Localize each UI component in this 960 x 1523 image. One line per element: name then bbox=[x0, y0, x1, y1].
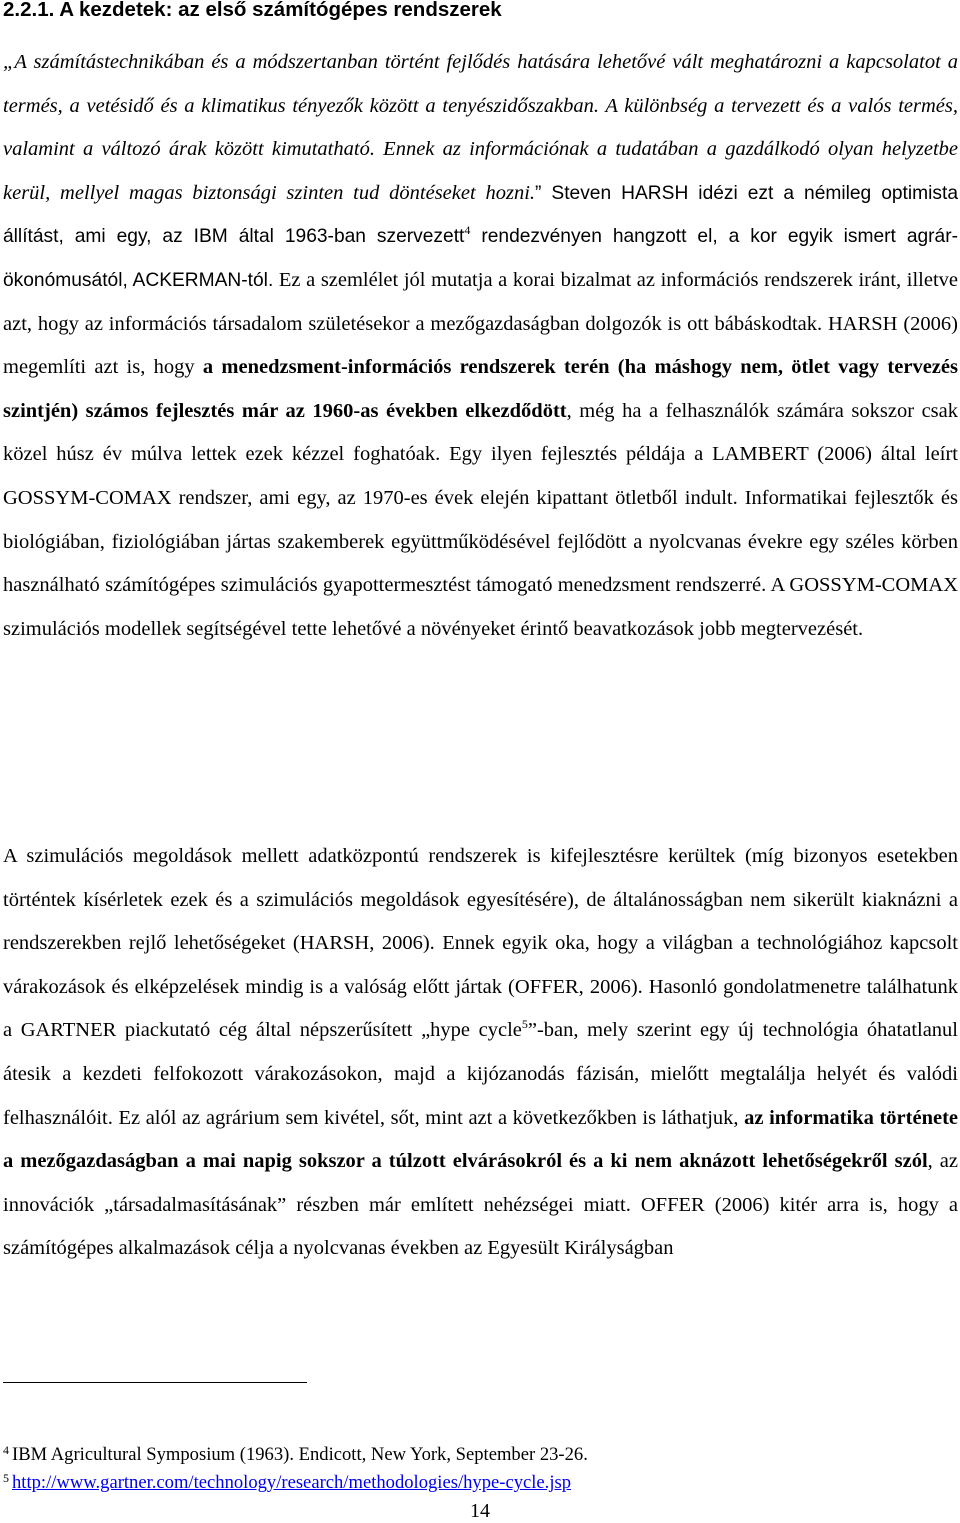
footnote-5 bbox=[3, 1471, 953, 1495]
paragraph-1-text-a: Ez a szemlélet jól mutatja a korai bizalmat az információs rendszerek iránt, illetve azt, hogy az információs társadalom születésekor a mezőgazdaságban dolgozók is ott bábáskodtak. HARSH (2006) megemlíti azt is, hogy bbox=[3, 268, 959, 379]
paragraph-2-text-b: ”-ban, mely szerint egy új technológia óhatatlanul átesik a kezdeti felfokozott várakozásokon, majd a kijózanodás fázisán, mielőtt megtalálja helyét és valódi felhasználóit. Ez alól az agrárium sem kivétel, sőt, mint azt a következőkben is láthatjuk, bbox=[3, 1019, 958, 1129]
paragraph-2-bold: az informatika története a mezőgazdaságban a mai napig sokszor a túlzott elvárásokról és a ki nem aknázott lehetőségekről szól bbox=[3, 1106, 958, 1173]
paragraph-2-text-c: , az innovációk „társadalmasításának” részben már említett nehézségei miatt. OFFER (2006) kitér arra is, hogy a számítógépes alkalmazások célja a nyolcvanas években az Egyesült Királyságban bbox=[3, 1150, 959, 1260]
footnote-4 bbox=[3, 1443, 953, 1467]
harsh-citation-text-2: rendezvényen hangzott el, a kor egyik ismert agrár-ökonómusától, ACKERMAN-tól. bbox=[3, 226, 958, 291]
footnote-5-number: 5 bbox=[3, 1471, 9, 1485]
paragraph-2 bbox=[3, 835, 958, 1271]
page-number: 14 bbox=[470, 1500, 490, 1522]
footnote-4-text: IBM Agricultural Symposium (1963). Endicott, New York, September 23-26. bbox=[12, 1444, 588, 1465]
harsh-citation-text: Steven HARSH idézi ezt a némileg optimista állítást, ami egy, az IBM által 1963-ban szervezett bbox=[3, 182, 958, 248]
footnote-ref-4[interactable]: 4 bbox=[464, 223, 471, 238]
quote-italic: „A számítástechnikában és a módszertanban történt fejlődés hatására lehetővé vált meghatározni a kapcsolatot a termés, a vetésidő és a klimatikus tényezők között a tenyészidőszakban. A különbség a tervezett és a valós termés, valamint a változó árak között kimutatható. Ennek az információnak a tudatában a gazdálkodó olyan helyzetbe kerül, mellyel magas biztonsági szinten tud döntéseket hozni. bbox=[3, 51, 958, 204]
paragraph-2-text-a: A szimulációs megoldások mellett adatközpontú rendszerek is kifejlesztésre kerültek (míg bizonyos esetekben történtek kísérletek ezek és a szimulációs megoldások egyesítésére), de általánosságban nem sikerült kiaknázni a rendszerekben rejlő lehetőségeket (HARSH, 2006). Ennek egyik oka, hogy a világban a technológiához kapcsolt várakozások és elképzelések mindig is a valóság előtt jártak (OFFER, 2006). Hasonló gondolatmenetre találhatunk a GARTNER piackutató cég által népszerűsített „hype cycle bbox=[3, 845, 958, 1042]
footnote-separator bbox=[3, 1382, 307, 1383]
footnote-ref-5[interactable]: 5 bbox=[521, 1017, 528, 1032]
section-heading: 2.2.1. A kezdetek: az első számítógépes rendszerek bbox=[3, 0, 502, 21]
quote-close: ” bbox=[535, 182, 542, 204]
paragraph-1-bold: a menedzsment-információs rendszerek terén (ha máshogy nem, ötlet vagy tervezés szintjén) számos fejlesztés már az 1960-as években elkezdődött bbox=[3, 356, 958, 422]
paragraph-1 bbox=[3, 41, 958, 651]
footnote-5-link[interactable]: http://www.gartner.com/technology/research/methodologies/hype-cycle.jsp bbox=[12, 1472, 572, 1493]
paragraph-1-text-b: , még ha a felhasználók számára sokszor csak közel húsz év múlva lettek ezek kézzel foghatóak. Egy ilyen fejlesztés példája a LAMBERT (2006) által leírt GOSSYM-COMAX rendszer, ami egy, az 1970-es évek elején kipattant ötletből indult. Informatikai fejlesztők és biológiában, fiziológiában jártas szakemberek együttműködésével fejlődött a nyolcvanas évekre egy széles körben használható számítógépes szimulációs gyapottermesztést támogató menedzsment rendszerré. A GOSSYM-COMAX szimulációs modellek segítségével tette lehetővé a növényeket érintő beavatkozások jobb megtervezését. bbox=[3, 399, 958, 640]
footnote-4-number: 4 bbox=[3, 1443, 9, 1457]
